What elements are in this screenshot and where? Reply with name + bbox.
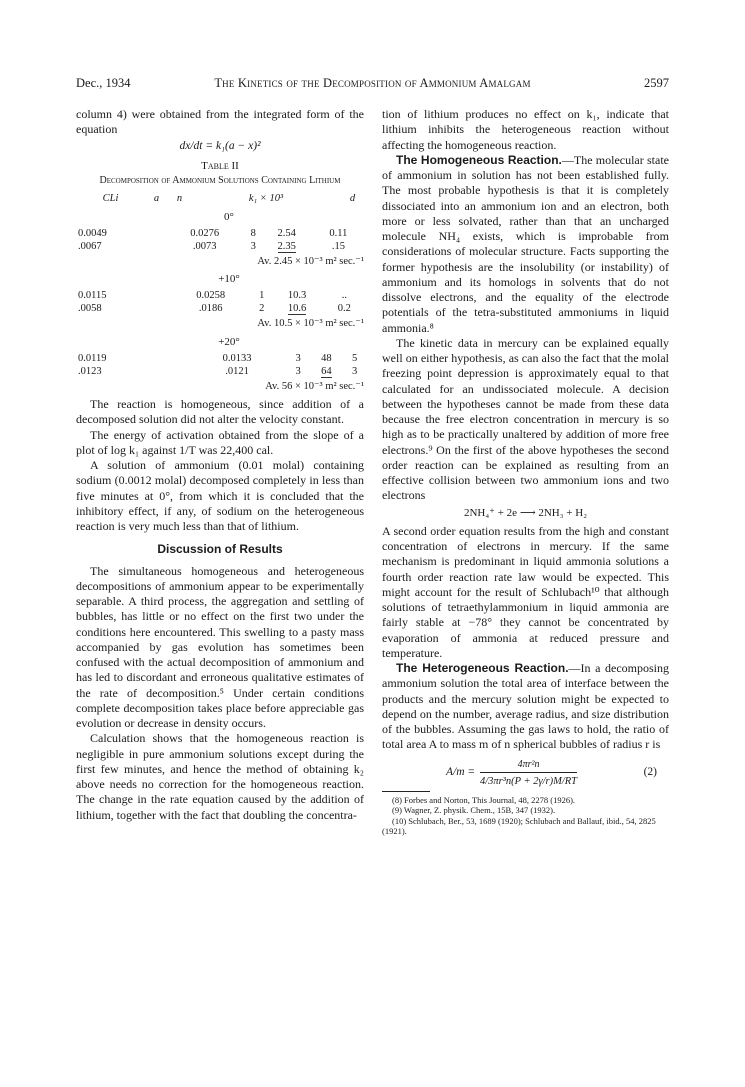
table-average: Av. 2.45 × 10⁻³ m² sec.⁻¹ — [257, 255, 364, 267]
footnote-rule — [382, 791, 430, 792]
table-cell: 0.0049 — [78, 227, 107, 239]
table-row — [76, 302, 364, 315]
table-average: Av. 10.5 × 10⁻³ m² sec.⁻¹ — [257, 318, 364, 330]
table-cell: 2.35 — [277, 240, 296, 252]
equation-1: dx/dt = k₁(a − x)² — [179, 139, 261, 152]
equation-2 — [382, 757, 669, 787]
table-cell: 1 — [259, 290, 265, 302]
data-table-group — [76, 289, 364, 315]
table-cell: 10.6 — [287, 303, 307, 315]
table-cell: .0186 — [198, 303, 223, 315]
table-cell: 8 — [250, 227, 256, 239]
table-cell: 5 — [351, 352, 358, 364]
column-header: n — [176, 192, 183, 204]
data-table-group — [76, 227, 364, 253]
table-cell: 0.0276 — [190, 227, 220, 239]
header-title: The Kinetics of the Decomposition of Ammonium Amalgam — [214, 76, 531, 90]
page-number: 2597 — [644, 76, 669, 90]
formula-fraction — [480, 757, 577, 790]
run-in-heading: The Heterogeneous Reaction. — [396, 661, 569, 675]
table-cell: 0.0133 — [222, 352, 252, 364]
paragraph: The simultaneous homogeneous and heterogeneous decompositions of ammonium appear to be experimentally separable. A third process, the aggregation and settling of bubbles, has little or no effect on the first two under the conditions here encountered. This swelling to a pasty mass accompanied by gas evolution has sometimes been confused with the actual decomposition of ammonium and has led to discordant and erroneous qualitative estimates of the rate of decomposition.⁵ Under certain conditions complete decomposition takes place before appreciable gas evolution or decrease in density occurs. — [76, 563, 364, 730]
column-header: CLi — [102, 192, 119, 204]
footnote: (8) Forbes and Norton, This Journal, 48, 2278 (1926). — [392, 794, 576, 805]
paragraph: A second order equation results from the high and constant concentration of electrons in mercury. If the same mechanism is predominant in liquid ammonia solutions a fourth order reaction rate law would be expected. This might account for the result of Schlubach¹⁰ that although solutions of tetraethylammonium in liquid ammonia are fairly stable at −78° they cannot be concentrated by evaporation of ammonia at reduced pressure and temperature. — [382, 523, 669, 660]
run-in-heading: The Homogeneous Reaction. — [396, 152, 562, 167]
table-cell: 0.0119 — [78, 352, 107, 364]
table-cell: .0058 — [78, 303, 102, 315]
table-cell: .15 — [331, 240, 345, 252]
paragraph — [382, 661, 669, 753]
table-cell: .. — [341, 290, 347, 302]
paragraph: Calculation shows that the homogeneous reaction is negligible in pure ammonium solutions except during the first few minutes, and hence the method of obtaining k₂ above needs no correction for the homogeneous reaction. The change in the rate equation caused by the addition of lithium, together with the fact that doubling the concentra- — [76, 731, 364, 822]
paragraph: The energy of activation obtained from the slope of a plot of log k₁ against 1/T was 22,400 cal. — [76, 427, 364, 457]
paragraph — [382, 153, 669, 336]
table-header-row — [76, 192, 364, 209]
paragraph-text: —The molecular state of ammonium in solution has not been established fully. The most probable hypothesis is that it is completely dissociated into an ammonium ion and an electron, both more or less solvated, rather than that an uncharged molecule NH₄ exists, which is improbable from considerations of molecular structure. Facts supporting the former hypothesis are the insolubility (or instability) of ammonium and its homologs in solvents that do not dissolve electrons, and the equality of the electrode potentials of the tetra-substituted ammoniums in liquid ammonia.⁸ — [382, 152, 669, 335]
paragraph: The kinetic data in mercury can be explained equally well on either hypothesis, as can also the fact that the molal freezing point depression is approximately equal to that calculated for an undissociated molecule. A decision between the hypotheses cannot be made from these data because the free electron concentration in mercury is so high as to be practically unaltered by addition of more free electrons.⁹ On the first of the above hypotheses the second order reaction can be explained as resulting from an effective collision between two ammonium ions and two electrons — [382, 335, 669, 503]
formula-denominator: 4/3πr³n(P + 2γ/r)M/RT — [480, 775, 578, 787]
table-row — [76, 365, 364, 378]
left-column — [76, 107, 364, 823]
paragraph-text: —In a decomposing ammonium solution the total area of interface between the products and the mercury solution might be expected to depend on the number, average radius, and size distribution of the bubbles. Assuming the gas laws to hold, the ratio of total area A to mass m of n spherical bubbles of radius r is — [382, 661, 669, 752]
table-cell: .0123 — [78, 365, 102, 377]
table-row — [76, 227, 364, 240]
table-cell: .0073 — [192, 240, 217, 252]
table-cell: 3 — [250, 240, 256, 252]
paragraph: The reaction is homogeneous, since addition of a decomposed solution did not alter the velocity constant. — [76, 397, 364, 427]
reaction-equation: 2NH₄⁺ + 2e ⟶ 2NH₃ + H₂ — [463, 506, 588, 519]
table-cell: 0.11 — [329, 227, 348, 239]
temperature-label: +10° — [218, 273, 240, 285]
temperature-label: +20° — [218, 335, 240, 348]
column-header: k₁ × 10³ — [248, 192, 284, 204]
column-header: a — [153, 192, 160, 204]
footnote: (10) Schlubach, Ber., 53, 1689 (1920); Schlubach and Ballauf, ibid., 54, 2825 (1921). — [382, 815, 656, 836]
paragraph: tion of lithium produces no effect on k₁, indicate that lithium inhibits the heterogeneous reaction without affecting the homogeneous reaction. — [382, 107, 669, 152]
table-row — [76, 352, 364, 365]
footnote: (9) Wagner, Z. physik. Chem., 15B, 347 (1932). — [392, 805, 556, 815]
equation-number: (2) — [643, 765, 657, 778]
column-header: d — [349, 192, 356, 204]
table-cell: .0121 — [225, 365, 249, 377]
table-cell: 10.3 — [287, 290, 307, 302]
paragraph: A solution of ammonium (0.01 molal) containing sodium (0.0012 molal) decomposed completely in less than five minutes at 0°, from which it is concluded that the inhibitory effect, if any, of sodium on the heterogeneous reaction is very much less than that of lithium. — [76, 458, 364, 533]
table-row — [76, 289, 364, 302]
formula-lhs: A/m = — [446, 765, 476, 778]
table-row — [76, 240, 364, 253]
temperature-label: 0° — [224, 210, 234, 223]
running-header — [76, 76, 669, 92]
table-average: Av. 56 × 10⁻³ m² sec.⁻¹ — [265, 380, 364, 392]
table-cell: 3 — [295, 352, 301, 364]
table-cell: 48 — [321, 352, 332, 364]
right-column — [382, 107, 669, 837]
formula-numerator: 4πr²n — [480, 757, 577, 773]
table-cell: 2.54 — [277, 227, 296, 239]
table-cell: 3 — [295, 365, 301, 377]
data-table-group — [76, 352, 364, 378]
table-caption: Table II — [201, 159, 239, 172]
table-cell: 64 — [321, 365, 332, 377]
header-date: Dec., 1934 — [76, 76, 131, 90]
table-cell: 3 — [351, 365, 358, 377]
table-cell: 0.0115 — [78, 290, 107, 302]
data-table — [76, 192, 364, 209]
section-heading: Discussion of Results — [157, 542, 283, 557]
table-cell: .0067 — [78, 240, 102, 252]
table-title: Decomposition of Ammonium Solutions Containing Lithium — [99, 175, 341, 186]
table-cell: 2 — [259, 303, 265, 315]
paragraph: column 4) were obtained from the integrated form of the equation — [76, 107, 364, 137]
table-cell: 0.0258 — [196, 290, 226, 302]
table-cell: 0.2 — [337, 303, 351, 315]
